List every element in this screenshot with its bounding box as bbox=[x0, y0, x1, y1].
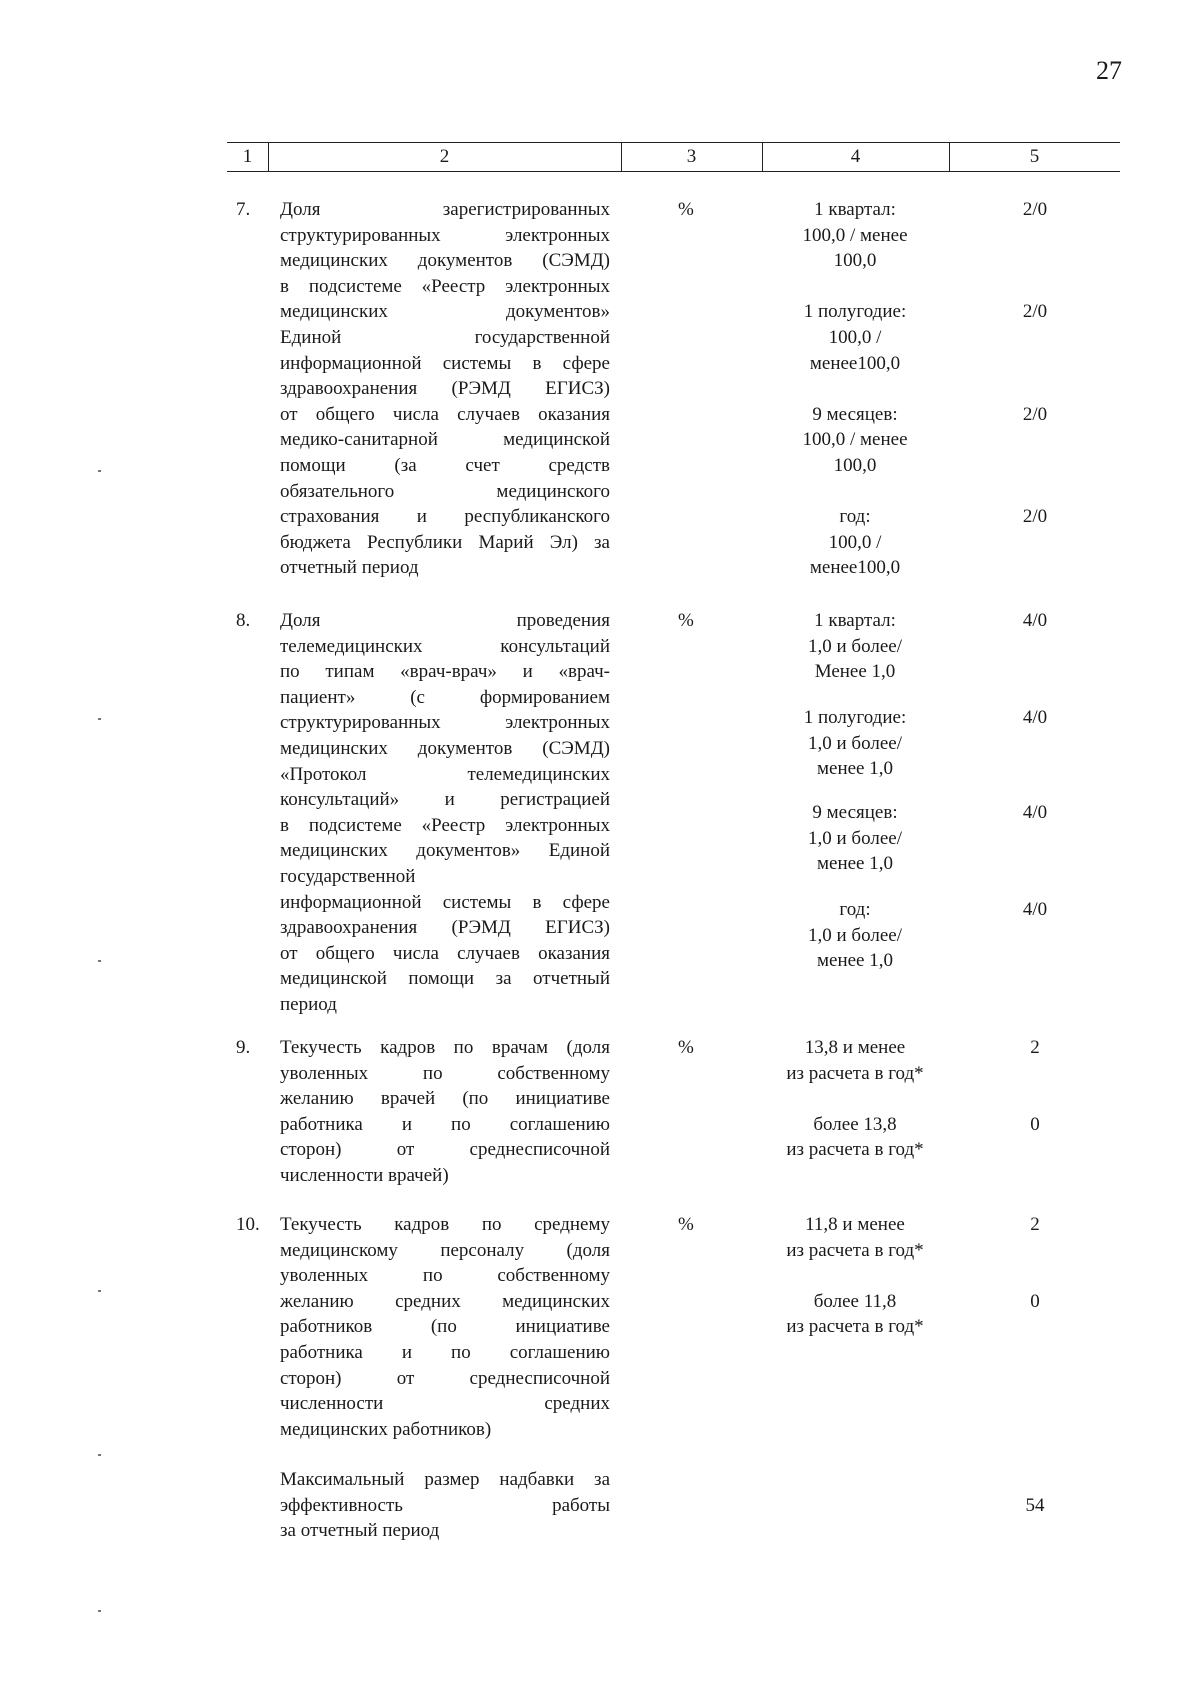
description-line: здравоохранения (РЭМД ЕГИСЗ) bbox=[280, 917, 610, 939]
criterion-line: Менее 1,0 bbox=[814, 661, 896, 683]
criterion-points: 2 bbox=[1030, 1037, 1040, 1058]
description-line: информационной системы в сфере bbox=[280, 352, 610, 374]
criterion-line: год: bbox=[839, 899, 871, 921]
criterion-value bbox=[745, 608, 965, 685]
criterion-line: 1 полугодие: bbox=[803, 301, 907, 323]
description-line: желанию средних медицинских bbox=[280, 1290, 610, 1312]
summary-line: Максимальный размер надбавки за bbox=[280, 1469, 610, 1490]
description-line: медицинской помощи за отчетный bbox=[280, 968, 610, 990]
scan-mark bbox=[98, 470, 101, 472]
description-line: пациент» (с формированием bbox=[280, 686, 610, 708]
row-number: 7. bbox=[236, 199, 251, 220]
description-line: помощи (за счет средств bbox=[280, 454, 610, 476]
criterion-line: 1,0 и более/ bbox=[808, 732, 902, 754]
criterion-line: более 13,8 bbox=[813, 1113, 897, 1135]
description-line: желанию врачей (по инициативе bbox=[280, 1088, 610, 1110]
description-line: уволенных по собственному bbox=[280, 1265, 610, 1287]
criterion-line: год: bbox=[839, 506, 871, 528]
row-unit: % bbox=[678, 1214, 694, 1235]
row-description bbox=[280, 1035, 610, 1189]
description-line: здравоохранения (РЭМД ЕГИСЗ) bbox=[280, 378, 610, 400]
row-unit: % bbox=[678, 610, 694, 631]
description-line: страхования и республиканского bbox=[280, 506, 610, 528]
description-line: медицинских документов (СЭМД) bbox=[280, 250, 610, 272]
header-col-5: 5 bbox=[1029, 146, 1040, 167]
criterion-line: 100,0 / менее bbox=[802, 224, 908, 246]
page-number: 27 bbox=[1096, 56, 1122, 85]
criterion-value bbox=[745, 897, 965, 974]
criterion-line: 1,0 и более/ bbox=[808, 924, 902, 946]
header-col-2: 2 bbox=[439, 146, 450, 167]
criterion-line: 1 квартал: bbox=[814, 610, 896, 631]
description-line: сторон) от среднесписочной bbox=[280, 1367, 610, 1389]
criterion-value bbox=[745, 1289, 965, 1340]
criterion-line: более 11,8 bbox=[813, 1290, 897, 1312]
scan-mark bbox=[98, 960, 101, 962]
description-line: в подсистеме «Реестр электронных bbox=[280, 275, 610, 297]
summary-description bbox=[280, 1467, 610, 1544]
criterion-points: 2/0 bbox=[1022, 506, 1048, 528]
criterion-value bbox=[745, 800, 965, 877]
row-unit: % bbox=[678, 1037, 694, 1058]
description-line: «Протокол телемедицинских bbox=[280, 763, 610, 785]
criterion-line: 100,0 / bbox=[828, 531, 882, 553]
description-line: Текучесть кадров по врачам (доля bbox=[280, 1037, 610, 1058]
description-line: сторон) от среднесписочной bbox=[280, 1139, 610, 1161]
scan-mark bbox=[98, 718, 101, 720]
criterion-points: 4/0 bbox=[1022, 802, 1048, 823]
criterion-line: 11,8 и менее bbox=[805, 1214, 905, 1235]
description-line: медицинских документов» bbox=[280, 301, 610, 323]
description-line: обязательного медицинского bbox=[280, 480, 610, 502]
criterion-points: 2 bbox=[1030, 1214, 1040, 1235]
description-line: Текучесть кадров по среднему bbox=[280, 1214, 610, 1235]
criterion-value bbox=[745, 1035, 965, 1086]
criterion-points: 4/0 bbox=[1022, 610, 1048, 631]
criterion-points: 2/0 bbox=[1022, 301, 1048, 323]
criterion-line: менее 1,0 bbox=[817, 950, 893, 972]
description-line: уволенных по собственному bbox=[280, 1062, 610, 1084]
description-line: численности средних bbox=[280, 1393, 610, 1415]
header-col-1: 1 bbox=[242, 146, 253, 167]
description-line: бюджета Республики Марий Эл) за bbox=[280, 531, 610, 553]
criterion-value bbox=[745, 402, 965, 479]
description-line: Доля зарегистрированных bbox=[280, 199, 610, 220]
row-unit: % bbox=[678, 199, 694, 220]
criterion-line: 100,0 bbox=[833, 250, 877, 272]
row-number: 10. bbox=[236, 1214, 260, 1235]
criterion-points: 2/0 bbox=[1022, 199, 1048, 220]
header-col-4: 4 bbox=[850, 146, 861, 167]
row-description bbox=[280, 1212, 610, 1442]
description-line: работников (по инициативе bbox=[280, 1316, 610, 1338]
description-line: отчетный период bbox=[280, 557, 419, 579]
criterion-line: 9 месяцев: bbox=[812, 802, 898, 823]
criterion-points: 4/0 bbox=[1022, 707, 1048, 729]
description-line: Доля проведения bbox=[280, 610, 610, 631]
description-line: Единой государственной bbox=[280, 326, 610, 348]
criterion-line: 1 полугодие: bbox=[803, 707, 907, 729]
description-line: работника и по соглашению bbox=[280, 1341, 610, 1363]
scan-mark bbox=[98, 1290, 101, 1292]
description-line: информационной системы в сфере bbox=[280, 891, 610, 913]
criterion-line: 1,0 и более/ bbox=[808, 827, 902, 849]
scan-mark bbox=[98, 1454, 101, 1456]
description-line: медицинских документов (СЭМД) bbox=[280, 737, 610, 759]
row-number: 8. bbox=[236, 610, 251, 631]
description-line: медицинскому персоналу (доля bbox=[280, 1239, 610, 1261]
row-description bbox=[280, 608, 610, 1018]
criterion-points: 0 bbox=[1030, 1113, 1040, 1135]
header-col-3: 3 bbox=[686, 146, 697, 167]
description-line: работника и по соглашению bbox=[280, 1113, 610, 1135]
criterion-line: 100,0 bbox=[833, 454, 877, 476]
criterion-line: из расчета в год* bbox=[786, 1139, 924, 1161]
criterion-line: из расчета в год* bbox=[786, 1239, 924, 1261]
description-line: медицинских работников) bbox=[280, 1418, 492, 1440]
row-description bbox=[280, 197, 610, 581]
criterion-line: из расчета в год* bbox=[786, 1316, 924, 1338]
criterion-line: из расчета в год* bbox=[786, 1062, 924, 1084]
criterion-line: 1 квартал: bbox=[814, 199, 896, 220]
description-line: в подсистеме «Реестр электронных bbox=[280, 814, 610, 836]
criterion-value bbox=[745, 504, 965, 581]
description-line: структурированных электронных bbox=[280, 712, 610, 734]
table-header bbox=[227, 142, 1120, 172]
criterion-line: менее100,0 bbox=[809, 352, 901, 374]
criterion-value bbox=[745, 197, 965, 274]
description-line: период bbox=[280, 993, 337, 1015]
row-number: 9. bbox=[236, 1037, 251, 1058]
description-line: численности врачей) bbox=[280, 1164, 449, 1186]
description-line: телемедицинских консультаций bbox=[280, 635, 610, 657]
criterion-points: 4/0 bbox=[1022, 899, 1048, 921]
scan-mark bbox=[98, 1610, 101, 1612]
criterion-line: 1,0 и более/ bbox=[808, 635, 902, 657]
criterion-line: менее100,0 bbox=[809, 557, 901, 579]
criterion-line: 100,0 / bbox=[828, 326, 882, 348]
criterion-line: 13,8 и менее bbox=[804, 1037, 906, 1058]
criterion-line: 9 месяцев: bbox=[812, 403, 898, 425]
description-line: консультаций» и регистрацией bbox=[280, 789, 610, 811]
description-line: медико-санитарной медицинской bbox=[280, 429, 610, 451]
criterion-value bbox=[745, 299, 965, 376]
criterion-value bbox=[745, 705, 965, 782]
criterion-points: 2/0 bbox=[1022, 403, 1048, 425]
description-line: структурированных электронных bbox=[280, 224, 610, 246]
description-line: от общего числа случаев оказания bbox=[280, 403, 610, 425]
summary-points: 54 bbox=[1025, 1495, 1045, 1516]
description-line: государственной bbox=[280, 865, 416, 887]
criterion-line: менее 1,0 bbox=[817, 758, 893, 780]
criterion-points: 0 bbox=[1030, 1290, 1040, 1312]
criterion-value bbox=[745, 1112, 965, 1163]
summary-line: эффективность работы bbox=[280, 1494, 610, 1516]
description-line: медицинских документов» Единой bbox=[280, 840, 610, 862]
description-line: по типам «врач-врач» и «врач- bbox=[280, 661, 610, 683]
criterion-line: менее 1,0 bbox=[817, 853, 893, 875]
summary-line: за отчетный период bbox=[280, 1520, 440, 1542]
criterion-line: 100,0 / менее bbox=[802, 429, 908, 451]
criterion-value bbox=[745, 1212, 965, 1263]
description-line: от общего числа случаев оказания bbox=[280, 942, 610, 964]
